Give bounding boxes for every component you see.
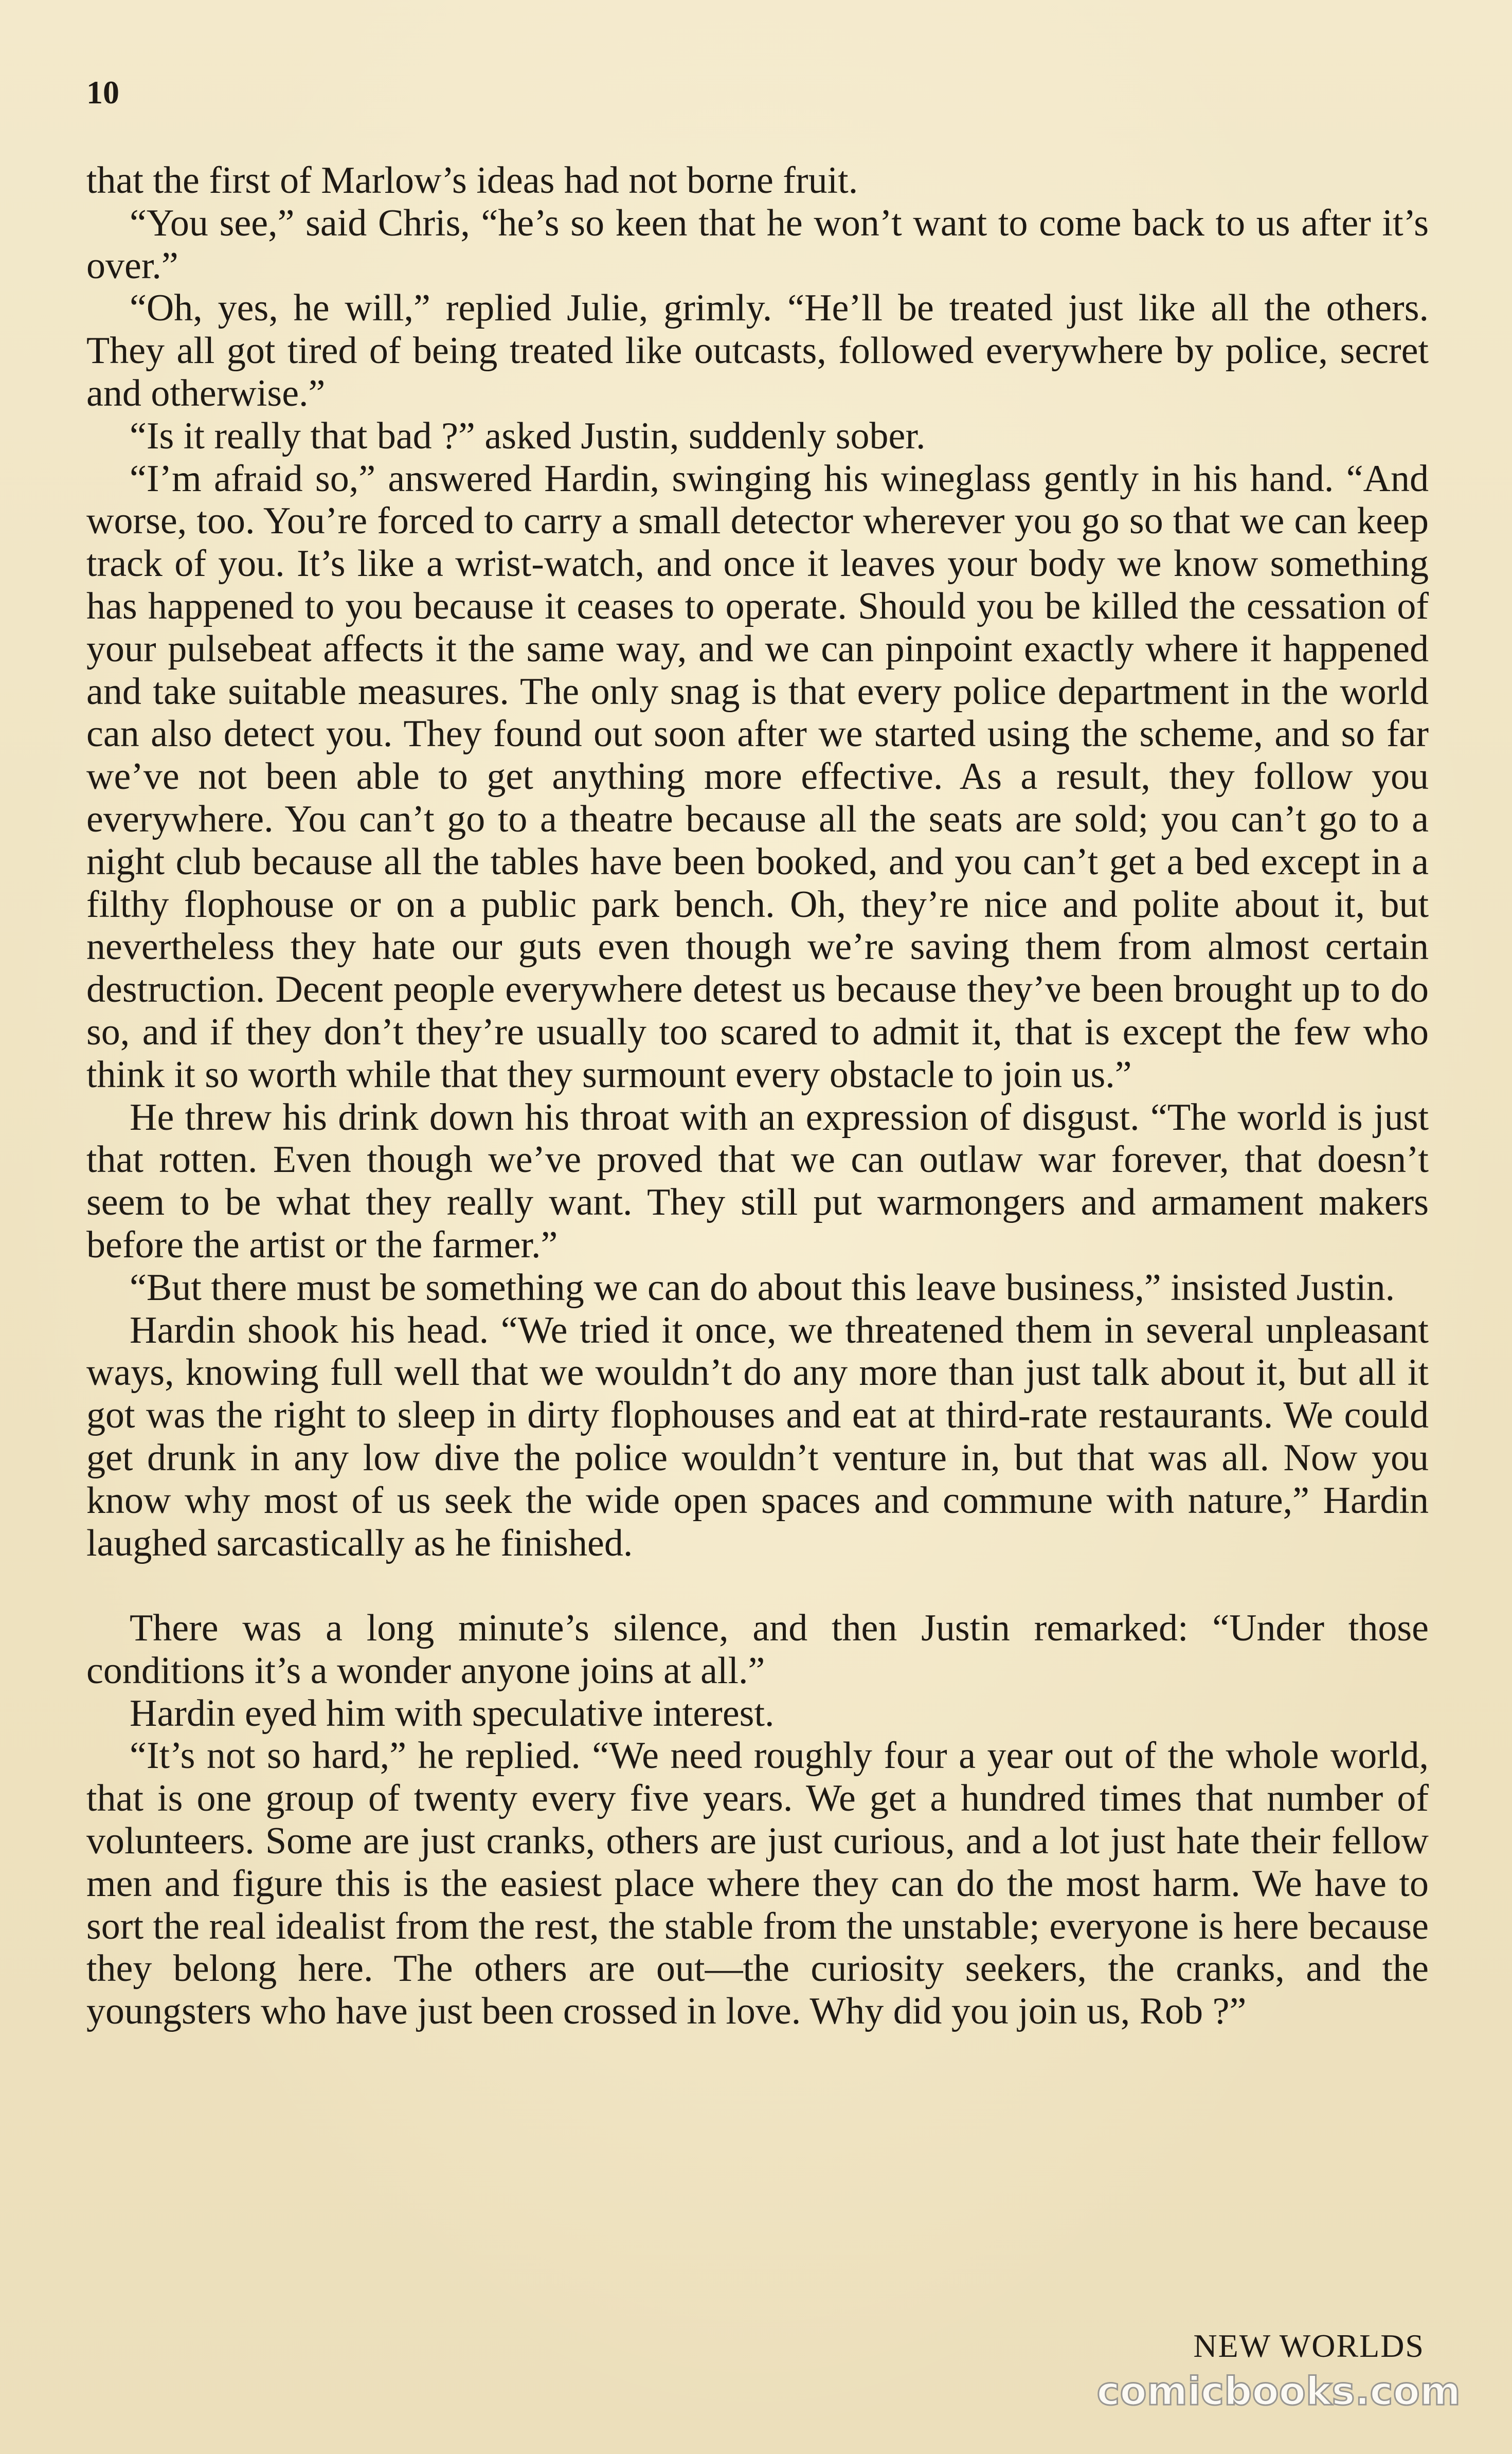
- page-number: 10: [86, 74, 119, 111]
- paragraph-2: “You see,” said Chris, “he’s so keen that he won’t want to come back to us after it’s over.”: [86, 202, 1429, 287]
- paragraph-1: that the first of Marlow’s ideas had not borne fruit.: [86, 159, 858, 202]
- watermark: comicbooks.com: [1096, 2368, 1461, 2414]
- paragraph-4: “Is it really that bad ?” asked Justin, suddenly sober.: [130, 414, 926, 457]
- paragraph-8: Hardin shook his head. “We tried it once, we threatened them in several unpleasant ways, knowing full well that we wouldn’t do any more than just talk about it, but all it got was the right to sleep in dirty flophouses and eat at third-rate restaurants. We could get drunk in any low dive the police wouldn’t venture in, but that was all. Now you know why most of us seek the wide open spaces and commune with nature,” Hardin laughed sarcastically as he finished.: [86, 1309, 1429, 1564]
- running-footer: NEW WORLDS: [1193, 2327, 1425, 2364]
- paragraph-10: Hardin eyed him with speculative interest.: [130, 1692, 775, 1735]
- body-text: [86, 159, 1429, 2033]
- paragraph-6: He threw his drink down his throat with an expression of disgust. “The world is just that rotten. Even though we’ve proved that we can outlaw war forever, that doesn’t seem to be what they really want. They still put warmongers and armament makers before the artist or the farmer.”: [86, 1096, 1429, 1266]
- paragraph-3: “Oh, yes, he will,” replied Julie, grimly. “He’ll be treated just like all the others. They all got tired of being treated like outcasts, followed everywhere by police, secret and otherwise.”: [86, 287, 1429, 414]
- paragraph-5: “I’m afraid so,” answered Hardin, swinging his wineglass gently in his hand. “And worse, too. You’re forced to carry a small detector wherever you go so that we can keep track of you. It’s like a wrist-watch, and once it leaves your body we know something has happened to you because it ceases to operate. Should you be killed the cessation of your pulsebeat affects it the same way, and we can pinpoint exactly where it happened and take suitable measures. The only snag is that every police department in the world can also detect you. They found out soon after we started using the scheme, and so far we’ve not been able to get anything more effective. As a result, they follow you everywhere. You can’t go to a theatre because all the seats are sold; you can’t go to a night club because all the tables have been booked, and you can’t get a bed except in a filthy flophouse or on a public park bench. Oh, they’re nice and polite about it, but nevertheless they hate our guts even though we’re saving them from almost certain destruction. Decent people everywhere detest us because they’ve been brought up to do so, and if they don’t they’re usually too scared to admit it, that is except the few who think it so worth while that they surmount every obstacle to join us.”: [86, 457, 1429, 1096]
- paragraph-9: There was a long minute’s silence, and then Justin remarked: “Under those conditions it’s a wonder anyone joins at all.”: [86, 1607, 1429, 1692]
- paragraph-11: “It’s not so hard,” he replied. “We need roughly four a year out of the whole world, that is one group of twenty every five years. We get a hundred times that number of volunteers. Some are just cranks, others are just curious, and a lot just hate their fellow men and figure this is the easiest place where they can do the most harm. We have to sort the real idealist from the rest, the stable from the unstable; everyone is here because they belong here. The others are out—the curiosity seekers, the cranks, and the youngsters who have just been crossed in love. Why did you join us, Rob ?”: [86, 1735, 1429, 2033]
- paragraph-7: “But there must be something we can do about this leave business,” insisted Justin.: [130, 1266, 1395, 1309]
